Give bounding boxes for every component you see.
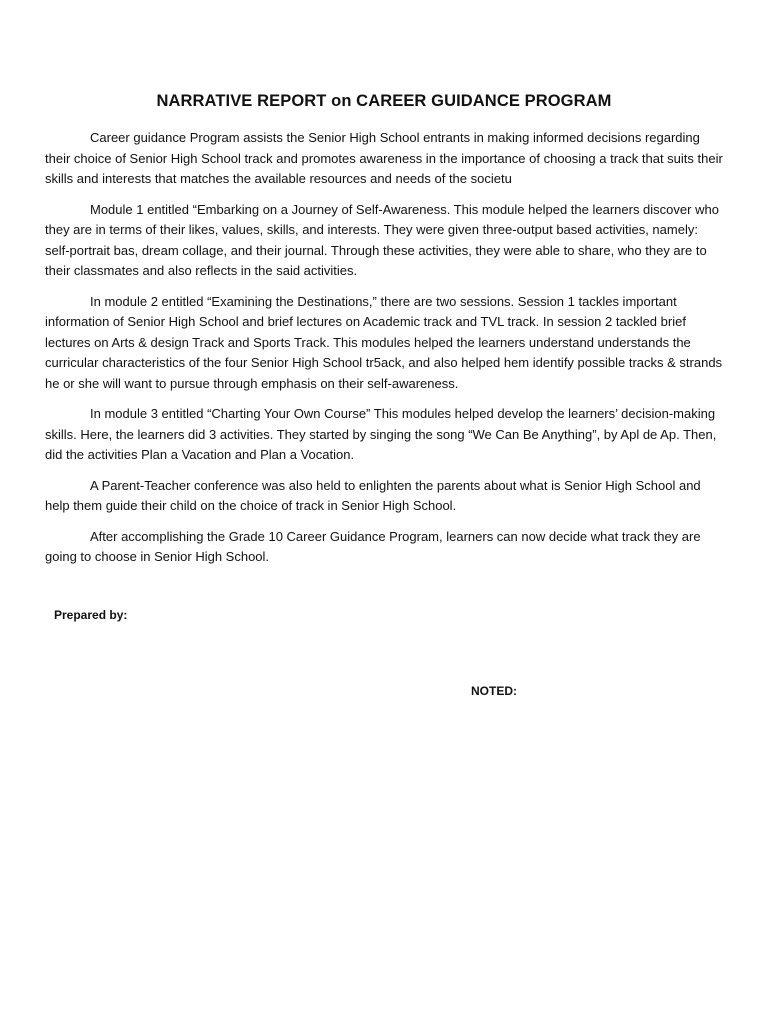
prepared-by-label: Prepared by:: [54, 608, 128, 622]
paragraph-parent-teacher-conference: A Parent-Teacher conference was also held to enlighten the parents about what is Senior High School and help them guide their child on the choice of track in Senior High School.: [45, 477, 701, 513]
document-body: [45, 128, 725, 578]
paragraph-module-3: In module 3 entitled “Charting Your Own Course” This modules helped develop the learners’ decision-making skills. Here, the learners did 3 activities. They started by singing the song “We Can Be Anything”, by Apl de Ap. Then, did the activities Plan a Vacation and Plan a Vocation.: [45, 406, 717, 462]
noted-label: NOTED:: [471, 684, 517, 698]
document-title: NARRATIVE REPORT on CAREER GUIDANCE PROGRAM: [156, 92, 612, 110]
paragraph-module-2: In module 2 entitled “Examining the Destinations,” there are two sessions. Session 1 tackles important information of Senior High School and brief lectures on Academic track and TVL track. In session 2 tackled brief lectures on Arts & design Track and Sports Track. This modules helped the learners understand understands the curricular characteristics of the four Senior High School tr5ack, and also helped hem identify possible tracks & strands he or she will want to pursue through emphasis on their self-awareness.: [45, 293, 723, 391]
paragraph-conclusion: After accomplishing the Grade 10 Career Guidance Program, learners can now decide what track they are going to choose in Senior High School.: [45, 528, 701, 564]
paragraph-module-1: Module 1 entitled “Embarking on a Journey of Self-Awareness. This module helped the learners discover who they are in terms of their likes, values, skills, and interests. They were given three-output based activities, namely: self-portrait bas, dream collage, and their journal. Through these activities, they were able to share, who they are to their classmates and also reflects in the said activities.: [45, 201, 719, 278]
paragraph-intro: Career guidance Program assists the Senior High School entrants in making informed decisions regarding their choice of Senior High School track and promotes awareness in the importance of choosing a track that suits their skills and interests that matches the available resources and needs of the societu: [45, 130, 723, 186]
